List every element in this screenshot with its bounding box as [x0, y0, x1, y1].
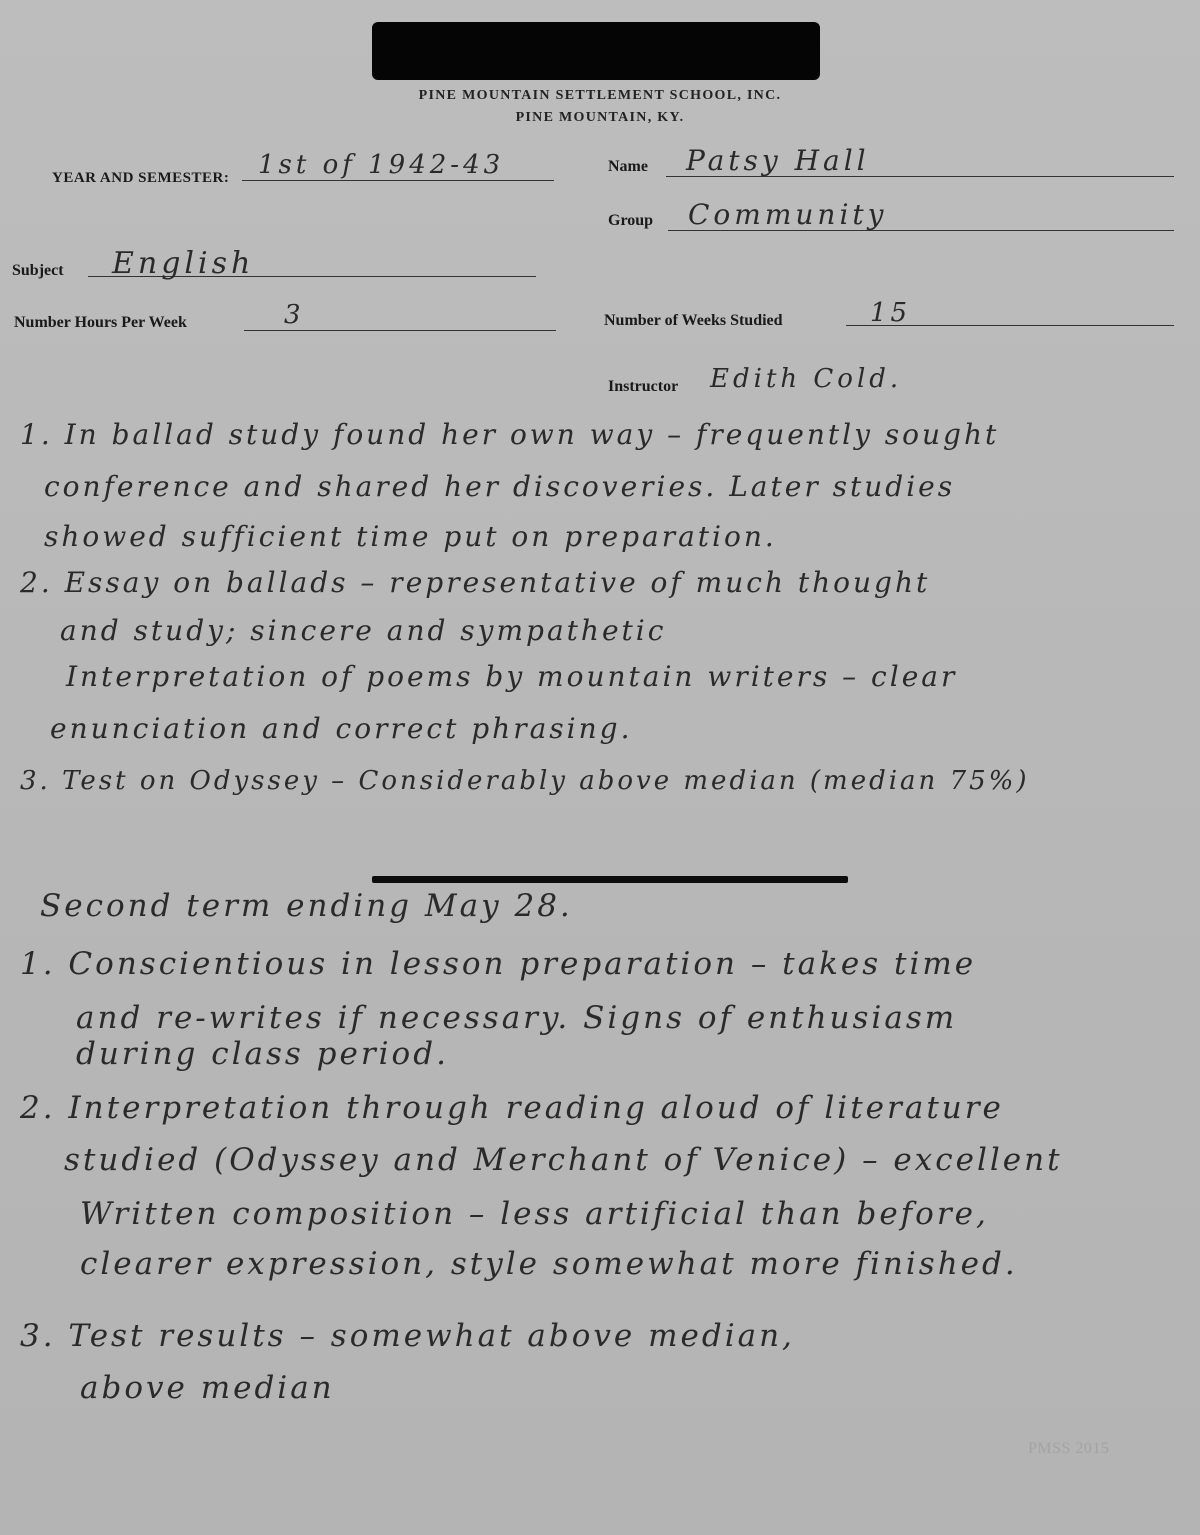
first-term-line-1: 1. In ballad study found her own way – frequently sought — [20, 418, 1000, 451]
first-term-line-6: Interpretation of poems by mountain writers – clear — [66, 660, 958, 693]
first-term-line-7: enunciation and correct phrasing. — [50, 712, 633, 745]
name-value: Patsy Hall — [686, 144, 870, 177]
first-term-line-4: 2. Essay on ballads – representative of much thought — [20, 566, 931, 599]
archive-watermark: PMSS 2015 — [1028, 1440, 1110, 1457]
redaction-bar — [372, 22, 820, 80]
section-divider — [372, 876, 848, 883]
hours-label: Number Hours Per Week — [14, 314, 187, 331]
second-term-heading: Second term ending May 28. — [40, 888, 573, 924]
first-term-line-8: 3. Test on Odyssey – Considerably above median (median 75%) — [20, 766, 1030, 796]
subject-label: Subject — [12, 262, 64, 279]
second-term-line-8: 3. Test results – somewhat above median, — [20, 1318, 795, 1354]
group-value: Community — [688, 198, 888, 231]
year-semester-value: 1st of 1942-43 — [258, 150, 505, 180]
year-semester-line — [242, 180, 554, 181]
weeks-label: Number of Weeks Studied — [604, 312, 783, 329]
instructor-value: Edith Cold. — [710, 364, 903, 394]
weeks-value: 15 — [870, 298, 912, 328]
hours-line — [244, 330, 556, 331]
instructor-label: Instructor — [608, 378, 679, 395]
group-label: Group — [608, 212, 654, 229]
second-term-line-2: and re-writes if necessary. Signs of enthusiasm — [76, 1000, 958, 1036]
name-label: Name — [608, 158, 648, 175]
second-term-line-1: 1. Conscientious in lesson preparation – takes time — [20, 946, 977, 982]
hours-value: 3 — [284, 300, 305, 330]
first-term-line-2: conference and shared her discoveries. Later studies — [44, 470, 956, 503]
subject-value: English — [112, 246, 255, 281]
second-term-line-7: clearer expression, style somewhat more finished. — [80, 1246, 1018, 1282]
second-term-line-9: above median — [80, 1370, 335, 1406]
second-term-line-6: Written composition – less artificial than before, — [80, 1196, 989, 1232]
first-term-line-5: and study; sincere and sympathetic — [60, 614, 667, 647]
first-term-line-3: showed sufficient time put on preparation. — [44, 520, 777, 553]
second-term-line-5: studied (Odyssey and Merchant of Venice) – excellent — [64, 1142, 1063, 1178]
year-semester-label: YEAR AND SEMESTER: — [52, 170, 230, 186]
letterhead-location: PINE MOUNTAIN, KY. — [515, 110, 685, 125]
second-term-line-3: during class period. — [76, 1036, 449, 1072]
second-term-line-4: 2. Interpretation through reading aloud of literature — [20, 1090, 1004, 1126]
letterhead-school-name: PINE MOUNTAIN SETTLEMENT SCHOOL, INC. — [418, 88, 782, 103]
